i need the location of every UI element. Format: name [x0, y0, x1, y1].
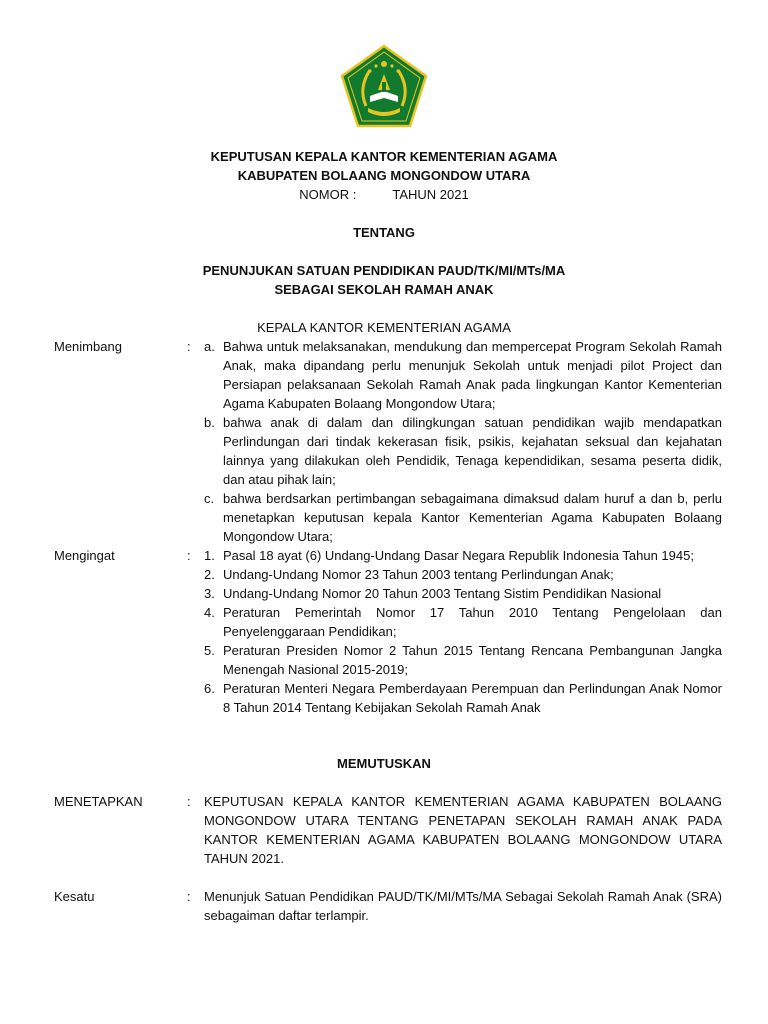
decree-title-line1: KEPUTUSAN KEPALA KANTOR KEMENTERIAN AGAMA: [210, 149, 558, 164]
kemenag-emblem-icon: [340, 44, 428, 128]
item-text: Bahwa untuk melaksanakan, mendukung dan mempercepat Program Sekolah Ramah Anak, maka dipandang perlu menunjuk Sekolah untuk menjadi pilot Project dan Persiapan pelaksanaan Sekolah Ramah Anak pada lingkungan Kantor Kementerian Agama Kabupaten Bolaang Mongondow Utara;: [223, 339, 722, 411]
item-text: Undang-Undang Nomor 23 Tahun 2003 tentang Perlindungan Anak;: [223, 567, 614, 582]
menimbang-item-b: [204, 413, 722, 489]
official-title: KEPALA KANTOR KEMENTERIAN AGAMA: [257, 320, 511, 335]
item-text: Peraturan Presiden Nomor 2 Tahun 2015 Tentang Rencana Pembangunan Jangka Menengah Nasional 2015-2019;: [223, 643, 722, 677]
menimbang-item-a: [204, 337, 722, 413]
item-marker: 5.: [204, 643, 215, 658]
item-text: Pasal 18 ayat (6) Undang-Undang Dasar Negara Republik Indonesia Tahun 1945;: [223, 548, 694, 563]
menetapkan-colon: :: [187, 794, 191, 809]
item-text: Peraturan Pemerintah Nomor 17 Tahun 2010 Tentang Pengelolaan dan Penyelenggaraan Pendidikan;: [223, 605, 722, 639]
decree-title-line2: KABUPATEN BOLAANG MONGONDOW UTARA: [237, 168, 531, 183]
menimbang-item-c: [204, 489, 722, 546]
mengingat-item-1: [204, 546, 722, 565]
item-marker: 6.: [204, 681, 215, 696]
menetapkan-label: MENETAPKAN: [54, 794, 143, 809]
menimbang-colon: :: [187, 339, 191, 354]
kesatu-colon: :: [187, 889, 191, 904]
decree-number-line: [0, 185, 768, 204]
item-marker: 4.: [204, 605, 215, 620]
item-marker: 2.: [204, 567, 215, 582]
menimbang-label: Menimbang: [54, 339, 122, 354]
mengingat-label: Mengingat: [54, 548, 115, 563]
item-marker: c.: [204, 491, 215, 506]
subject-line1: PENUNJUKAN SATUAN PENDIDIKAN PAUD/TK/MI/MTs/MA: [202, 263, 566, 278]
kesatu-text: Menunjuk Satuan Pendidikan PAUD/TK/MI/MTs/MA Sebagai Sekolah Ramah Anak (SRA) sebagaiman daftar terlampir.: [204, 889, 722, 923]
mengingat-item-6: [204, 679, 722, 717]
mengingat-item-4: [204, 603, 722, 641]
nomor-label: NOMOR :: [299, 187, 357, 202]
item-marker: b.: [204, 415, 215, 430]
menetapkan-text: KEPUTUSAN KEPALA KANTOR KEMENTERIAN AGAMA KABUPATEN BOLAANG MONGONDOW UTARA TENTANG PENETAPAN SEKOLAH RAMAH ANAK PADA KANTOR KEMENTERIAN AGAMA KABUPATEN BOLAANG MONGONDOW UTARA TAHUN 2021.: [204, 794, 722, 866]
mengingat-item-2: [204, 565, 722, 584]
kesatu-label: Kesatu: [54, 889, 95, 904]
item-text: bahwa anak di dalam dan dilingkungan satuan pendidikan wajib mendapatkan Perlindungan dari tindak kekerasan fisik, psikis, kejahatan seksual dan kejahatan lainnya yang dilakukan oleh Pendidik, Tenaga kependidikan, sesama peserta didik, dan atau pihak lain;: [223, 415, 722, 487]
mengingat-item-3: [204, 584, 722, 603]
mengingat-item-5: [204, 641, 722, 679]
item-marker: 1.: [204, 548, 215, 563]
decree-year: TAHUN 2021: [392, 187, 469, 202]
item-text: Peraturan Menteri Negara Pemberdayaan Perempuan dan Perlindungan Anak Nomor 8 Tahun 2014 Tentang Kebijakan Sekolah Ramah Anak: [223, 681, 722, 715]
item-marker: a.: [204, 339, 215, 354]
memutuskan-heading: MEMUTUSKAN: [337, 756, 431, 771]
item-marker: 3.: [204, 586, 215, 601]
item-text: bahwa berdsarkan pertimbangan sebagaimana dimaksud dalam huruf a dan b, perlu menetapkan keputusan kepala Kantor Kementerian Agama Kabupaten Bolaang Mongondow Utara;: [223, 491, 722, 544]
item-text: Undang-Undang Nomor 20 Tahun 2003 Tentang Sistim Pendidikan Nasional: [223, 586, 662, 601]
tentang-heading: TENTANG: [353, 225, 415, 240]
mengingat-colon: :: [187, 548, 191, 563]
subject-line2: SEBAGAI SEKOLAH RAMAH ANAK: [274, 282, 494, 297]
